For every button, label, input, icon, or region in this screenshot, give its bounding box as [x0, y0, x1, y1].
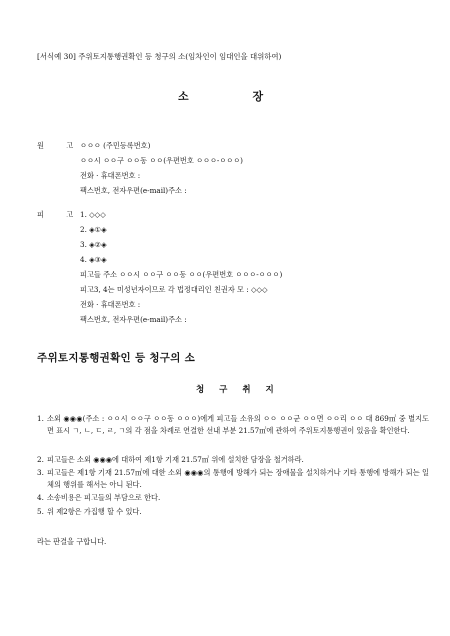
claim-number: 2.: [37, 455, 44, 464]
plaintiff-name: ㅇㅇㅇ (주민등록번호): [80, 141, 151, 150]
defendant-address: 피고들 주소 ㅇㅇ시 ㅇㅇ구 ㅇㅇ동 ㅇㅇ(우편번호 ㅇㅇㅇ-ㅇㅇㅇ): [80, 270, 283, 279]
claim-text: 소외 ◉◉◉(주소 : ㅇㅇ시 ㅇㅇ구 ㅇㅇ동 ㅇㅇㅇ)에게 피고들 소유의 ㅇㅇ ㅇㅇ군 ㅇㅇ면 ㅇㅇ리 ㅇㅇ 대 869㎡ 중 별지도면 표시 ㄱ, ㄴ, ㄷ, ㄹ, ㄱ의 각 점을 차례로 연결한 선내 부분 21.57㎡에 관하여 주위토지통행권이 있음을 확인한다.: [47, 414, 429, 435]
claim-item: [37, 454, 427, 468]
plaintiff-address: ㅇㅇ시 ㅇㅇ구 ㅇㅇ동 ㅇㅇ(우편번호 ㅇㅇㅇ-ㅇㅇㅇ): [80, 156, 243, 165]
defendant-2: 2. ◈①◈: [80, 225, 107, 234]
claim-item: [37, 413, 427, 451]
defendant-3: 3. ◈②◈: [80, 240, 107, 249]
defendant-label: 피 고: [37, 210, 84, 219]
claim-text: 위 제2항은 가집행 할 수 있다.: [47, 507, 142, 516]
closing-statement: 라는 판결을 구합니다.: [37, 537, 107, 546]
claim-item: [37, 467, 427, 493]
plaintiff-phone: 전화 · 휴대폰번호 :: [80, 171, 141, 180]
defendant-phone: 전화 · 휴대폰번호 :: [80, 300, 141, 309]
defendant-1: 1. ◇◇◇: [80, 210, 106, 219]
claim-number: 5.: [37, 507, 44, 516]
claim-heading: 청 구 취 지: [196, 385, 280, 395]
claim-item: [37, 506, 427, 520]
claim-text: 피고들은 소외 ◉◉◉에 대하여 제1항 기재 21.57㎡ 위에 설치한 담장을 철거하라.: [47, 455, 304, 464]
claim-item: [37, 492, 427, 506]
claim-text: 피고들은 제1항 기재 21.57㎡에 대한 소외 ◉◉◉의 통행에 방해가 되는 장애물을 설치하거나 기타 통행에 방해가 되는 일체의 행위를 해서는 아니 된다.: [47, 468, 429, 489]
case-title: 주위토지통행권확인 등 청구의 소: [37, 352, 196, 364]
claim-text: 소송비용은 피고들의 부담으로 한다.: [47, 493, 161, 502]
defendant-4: 4. ◈③◈: [80, 255, 107, 264]
claim-number: 3.: [37, 468, 44, 477]
claim-number: 1.: [37, 414, 44, 423]
plaintiff-label: 원 고: [37, 141, 84, 150]
defendant-guardian: 피고3, 4는 미성년자이므로 각 법정대리인 친권자 모 : ◇◇◇: [80, 285, 268, 294]
document-title: 소 장: [178, 90, 264, 103]
defendant-fax-email: 팩스번호, 전자우편(e-mail)주소 :: [80, 315, 187, 324]
claim-number: 4.: [37, 493, 44, 502]
form-title: [서식예 30] 주위토지통행권확인 등 청구의 소(임차인이 임대인을 대위하여): [37, 52, 282, 61]
plaintiff-fax-email: 팩스번호, 전자우편(e-mail)주소 :: [80, 186, 187, 195]
